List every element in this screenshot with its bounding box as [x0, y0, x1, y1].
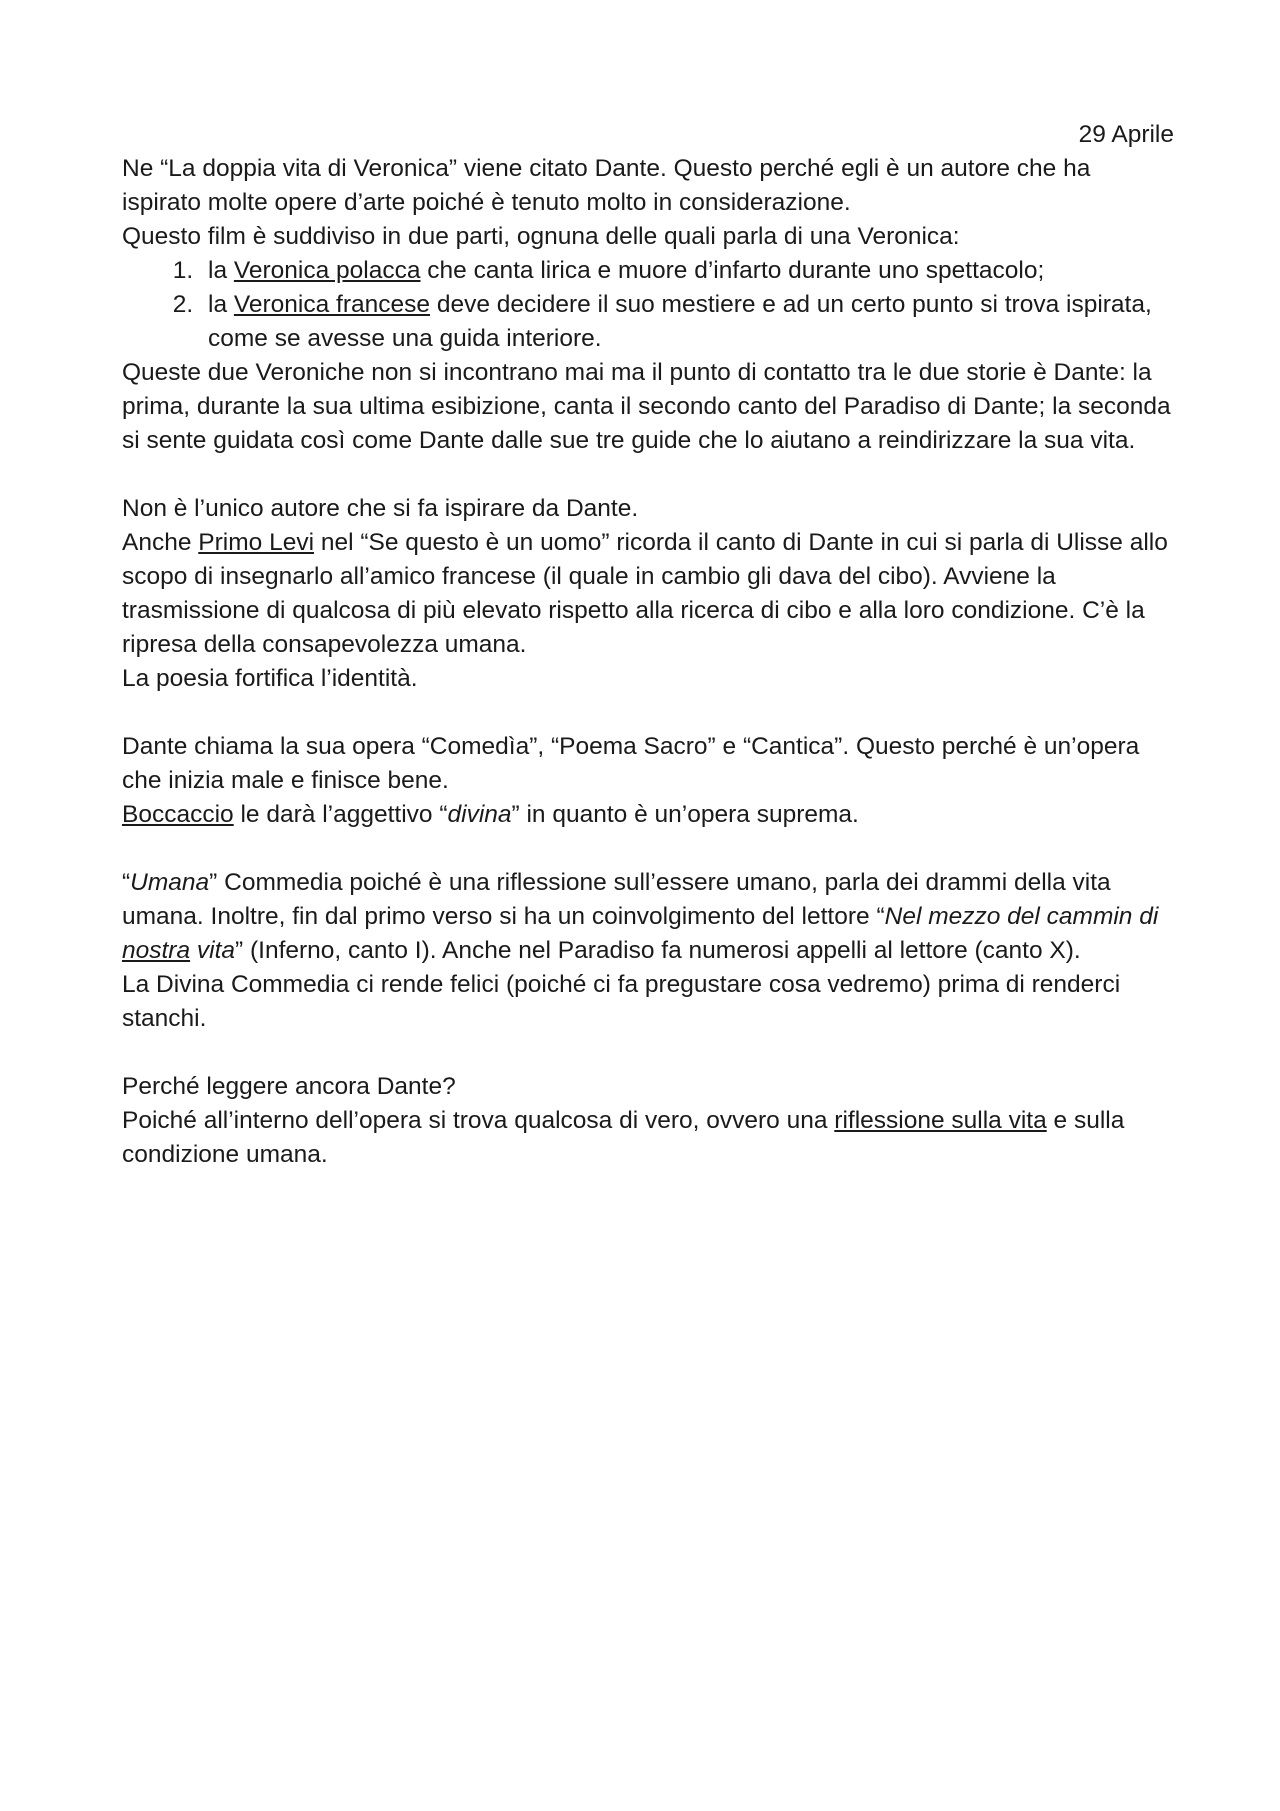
paragraph-question: Perché leggere ancora Dante? — [122, 1073, 456, 1100]
paragraph-comedia: Dante chiama la sua opera “Comedìa”, “Poema Sacro” e “Cantica”. Questo perché è un’opera che inizia male e finisce bene. — [122, 733, 1140, 794]
spacer — [122, 1036, 1174, 1070]
notes-page — [122, 118, 1174, 1172]
paragraph-film-parts: Questo film è suddiviso in due parti, ognuna delle quali parla di una Veronica: — [122, 223, 960, 250]
list-item: 1. la Veronica polacca che canta lirica e muore d’infarto durante uno spettacolo; — [200, 254, 1174, 288]
italic-underlined-term: nostra — [122, 937, 191, 964]
underlined-term: Veronica francese — [233, 291, 431, 318]
date-header: 29 Aprile — [1078, 121, 1174, 148]
spacer — [122, 696, 1174, 730]
paragraph-boccaccio: Boccaccio le darà l’aggettivo “divina” in quanto è un’opera suprema. — [122, 801, 859, 828]
paragraph-not-only-author: Non è l’unico autore che si fa ispirare da Dante. — [122, 495, 639, 522]
paragraph-answer: Poiché all’interno dell’opera si trova qualcosa di vero, ovvero una riflessione sulla vita e sulla condizione umana. — [122, 1107, 1125, 1168]
italic-term: Umana — [130, 869, 210, 896]
paragraph-contact-point: Queste due Veroniche non si incontrano mai ma il punto di contatto tra le due storie è Dante: la prima, durante la sua ultima esibizione, canta il secondo canto del Paradiso di Dante; la seconda si sente guidata così come Dante dalle sue tre guide che lo aiutano a reindirizzare la sua vita. — [122, 359, 1171, 454]
underlined-term: riflessione sulla vita — [834, 1107, 1047, 1134]
paragraph-primo-levi: Anche Primo Levi nel “Se questo è un uomo” ricorda il canto di Dante in cui si parla di Ulisse allo scopo di insegnarlo all’amico francese (il quale in cambio gli dava del cibo). Avviene la trasmissione di qualcosa di più elevato rispetto alla ricerca di cibo e alla loro condizione. C’è la ripresa della consapevolezza umana. — [122, 529, 1168, 658]
underlined-term: Boccaccio — [122, 801, 234, 828]
spacer — [122, 458, 1174, 492]
underlined-term: Veronica polacca — [233, 257, 421, 284]
veronica-list — [122, 254, 1174, 356]
paragraph-divina-commedia: La Divina Commedia ci rende felici (poiché ci fa pregustare cosa vedremo) prima di renderci stanchi. — [122, 971, 1121, 1032]
italic-quote: Nel mezzo del cammin di — [884, 903, 1159, 930]
italic-quote: vita — [190, 937, 236, 964]
list-item: 2. la Veronica francese deve decidere il suo mestiere e ad un certo punto si trova ispirata, come se avesse una guida interiore. — [200, 288, 1174, 356]
paragraph-umana: “Umana” Commedia poiché è una riflessione sull’essere umano, parla dei drammi della vita umana. Inoltre, fin dal primo verso si ha un coinvolgimento del lettore “Nel mezzo del cammin di nostra vita” (Inferno, canto I). Anche nel Paradiso fa numerosi appelli al lettore (canto X). — [122, 869, 1159, 964]
paragraph-veronica-intro: Ne “La doppia vita di Veronica” viene citato Dante. Questo perché egli è un autore che ha ispirato molte opere d’arte poiché è tenuto molto in considerazione. — [122, 155, 1091, 216]
underlined-term: Primo Levi — [198, 529, 315, 556]
italic-term: divina — [447, 801, 512, 828]
spacer — [122, 832, 1174, 866]
paragraph-poetry-identity: La poesia fortifica l’identità. — [122, 665, 418, 692]
